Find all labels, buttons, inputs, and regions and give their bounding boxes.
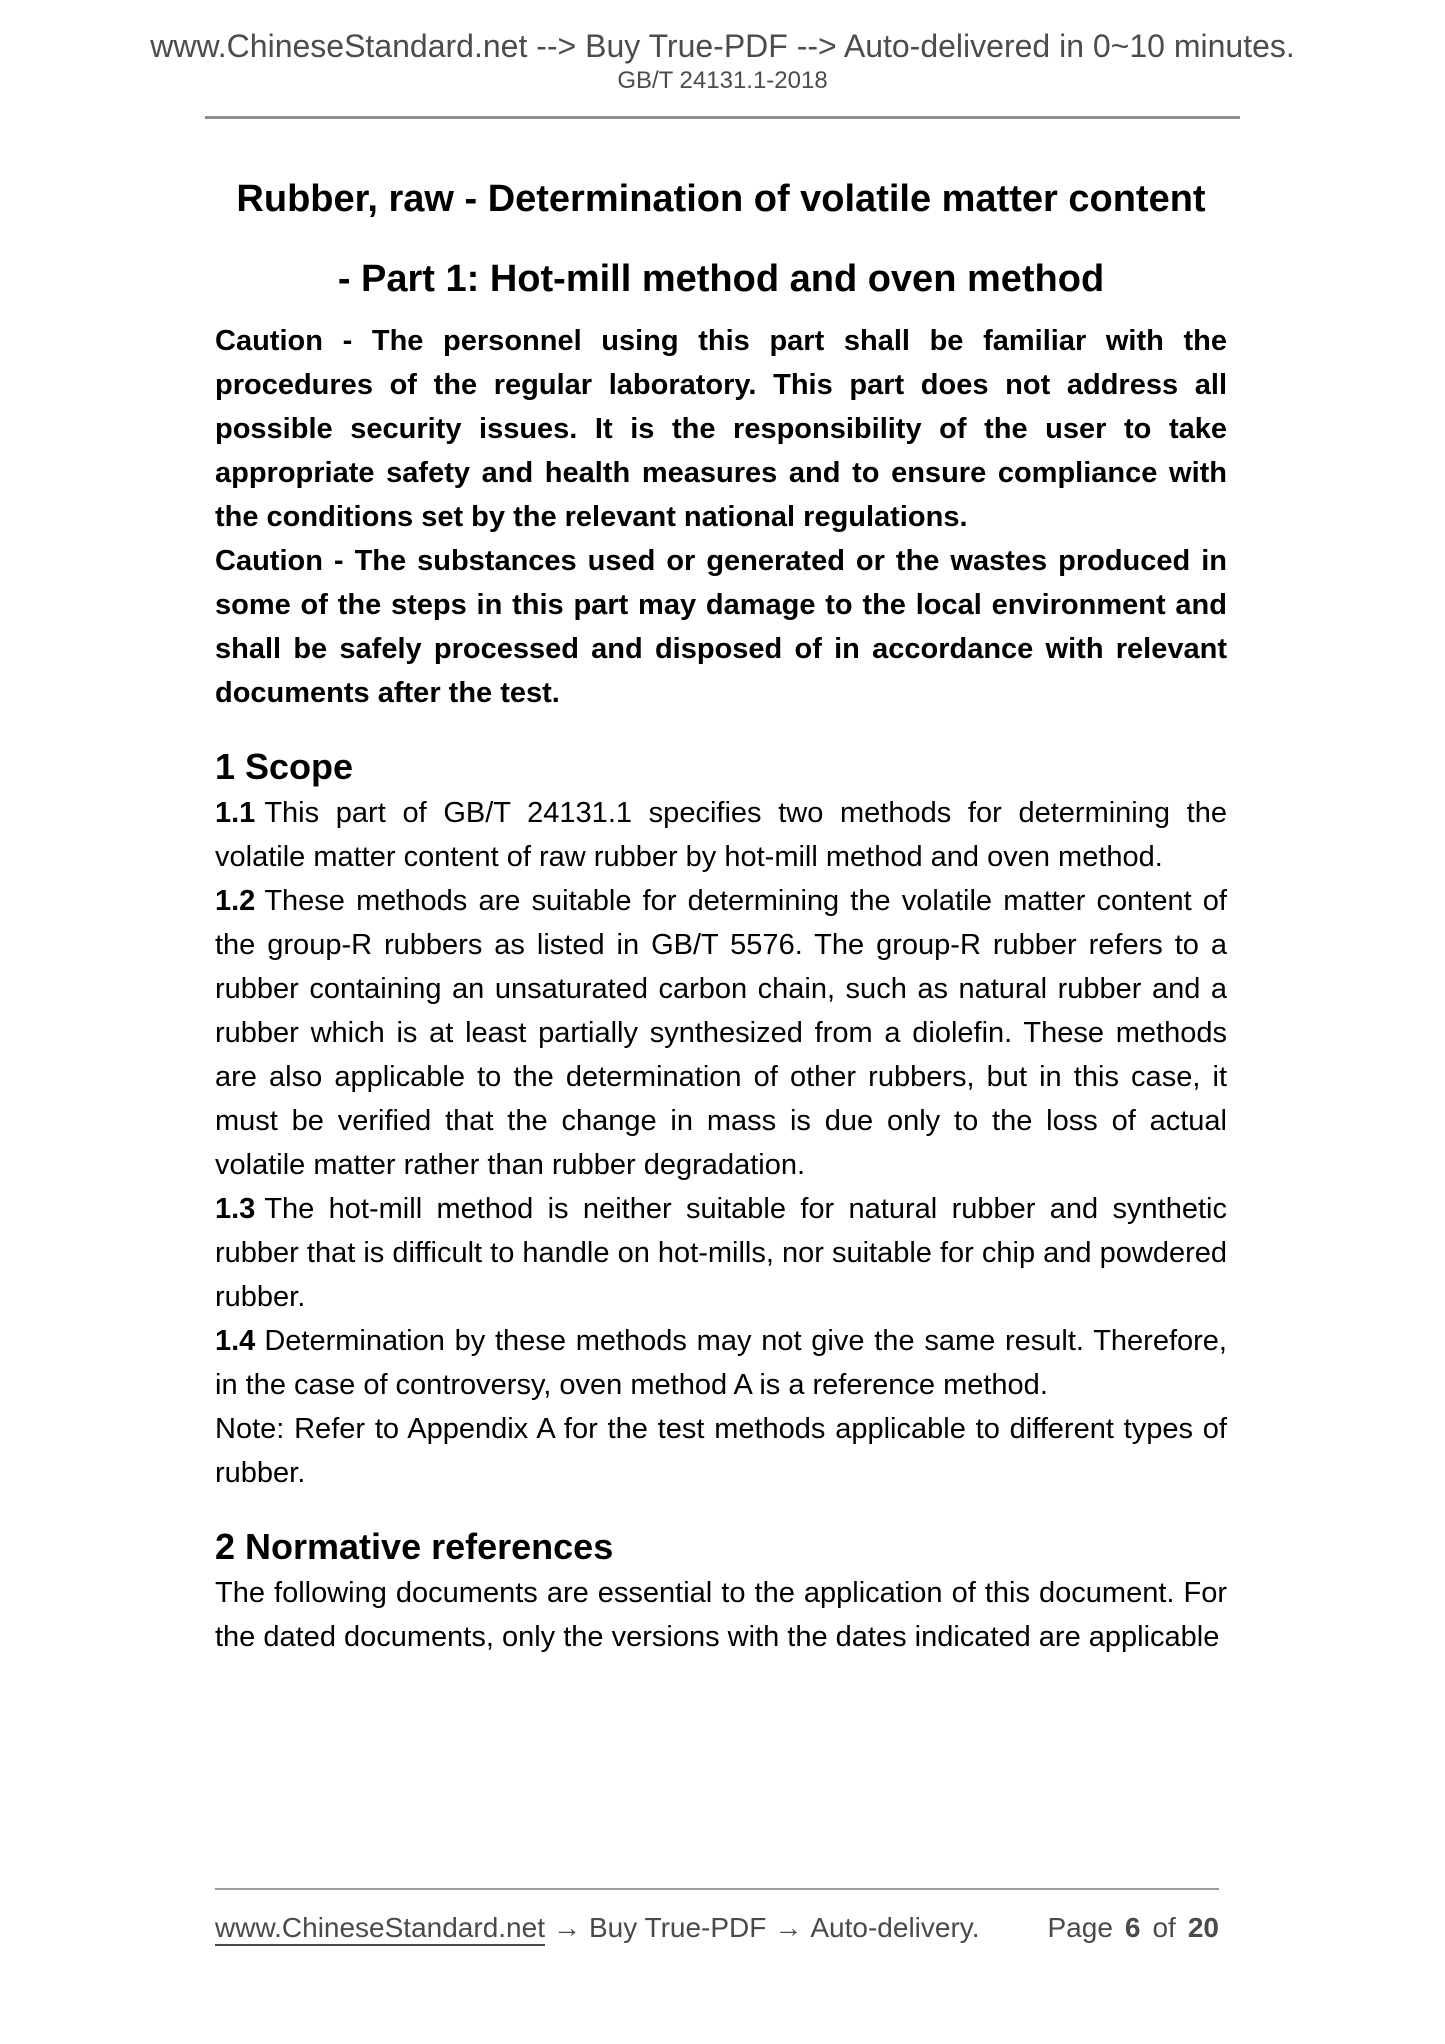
page-total: 20 [1187, 1912, 1219, 1943]
scope-heading: 1 Scope [215, 746, 354, 787]
footer-buy-label: Buy True-PDF [588, 1912, 767, 1943]
clause-1-2-number: 1.2 [215, 885, 256, 917]
standard-code: GB/T 24131.1-2018 [617, 67, 828, 94]
caution-paragraph-1: Caution - The personnel using this part shall be familiar with the procedures of the regular laboratory. This part does not address all possible security issues. It is the responsibility of the user to take appropriate safety and health measures and to ensure compliance with the conditions set by the relevant national regulations. [215, 325, 1227, 533]
footer-divider [215, 1888, 1219, 1890]
footer-arrow-icon-2: → [774, 1912, 803, 1943]
clause-1-4-text: Determination by these methods may not give the same result. Therefore, in the case of controversy, oven method A is a reference method. [215, 1325, 1227, 1401]
footer-links [215, 1908, 987, 1948]
document-body [215, 159, 1227, 1659]
footer-delivery-label: Auto-delivery. [810, 1912, 980, 1943]
clause-1-4-number: 1.4 [215, 1325, 256, 1357]
page-current: 6 [1124, 1912, 1141, 1943]
page-footer [215, 1908, 1219, 1948]
page-indicator [1048, 1908, 1220, 1948]
footer-site-link[interactable]: www.ChineseStandard.net [215, 1912, 545, 1946]
page-label: Page [1047, 1912, 1113, 1943]
header-tagline: www.ChineseStandard.net --> Buy True-PDF --> Auto-delivered in 0~10 minutes. [150, 28, 1295, 64]
note-paragraph: Note: Refer to Appendix A for the test methods applicable to different types of rubber. [215, 1413, 1227, 1489]
clause-1-1-text: This part of GB/T 24131.1 specifies two methods for determining the volatile matter content of raw rubber by hot-mill method and oven method. [215, 797, 1227, 873]
normative-intro-paragraph: The following documents are essential to the application of this document. For the dated documents, only the versions with the dates indicated are applicable [215, 1577, 1227, 1653]
clause-1-2 [215, 879, 1227, 1187]
clause-1-3 [215, 1187, 1227, 1319]
clause-1-1 [215, 791, 1227, 879]
page-of-label: of [1152, 1912, 1176, 1943]
footer-arrow-icon-1: → [552, 1912, 581, 1943]
header-divider [205, 116, 1240, 119]
clause-1-3-number: 1.3 [215, 1193, 256, 1225]
page-header [0, 0, 1445, 96]
document-title [215, 159, 1227, 319]
normative-references-heading: 2 Normative references [215, 1526, 614, 1567]
clause-1-2-text: These methods are suitable for determining the volatile matter content of the group-R rubbers as listed in GB/T 5576. The group-R rubber refers to a rubber containing an unsaturated carbon chain, such as natural rubber and a rubber which is at least partially synthesized from a diolefin. These methods are also applicable to the determination of other rubbers, but in this case, it must be verified that the change in mass is due only to the loss of actual volatile matter rather than rubber degradation. [215, 885, 1227, 1181]
clause-1-3-text: The hot-mill method is neither suitable for natural rubber and synthetic rubber that is difficult to handle on hot-mills, nor suitable for chip and powdered rubber. [215, 1193, 1227, 1313]
clause-1-1-number: 1.1 [215, 797, 256, 829]
document-title-line-2: - Part 1: Hot-mill method and oven method [337, 258, 1105, 300]
caution-paragraph-2: Caution - The substances used or generated or the wastes produced in some of the steps in this part may damage to the local environment and shall be safely processed and disposed of in accordance with relevant documents after the test. [215, 545, 1227, 709]
document-title-line-1: Rubber, raw - Determination of volatile matter content [236, 178, 1206, 220]
clause-1-4 [215, 1319, 1227, 1407]
